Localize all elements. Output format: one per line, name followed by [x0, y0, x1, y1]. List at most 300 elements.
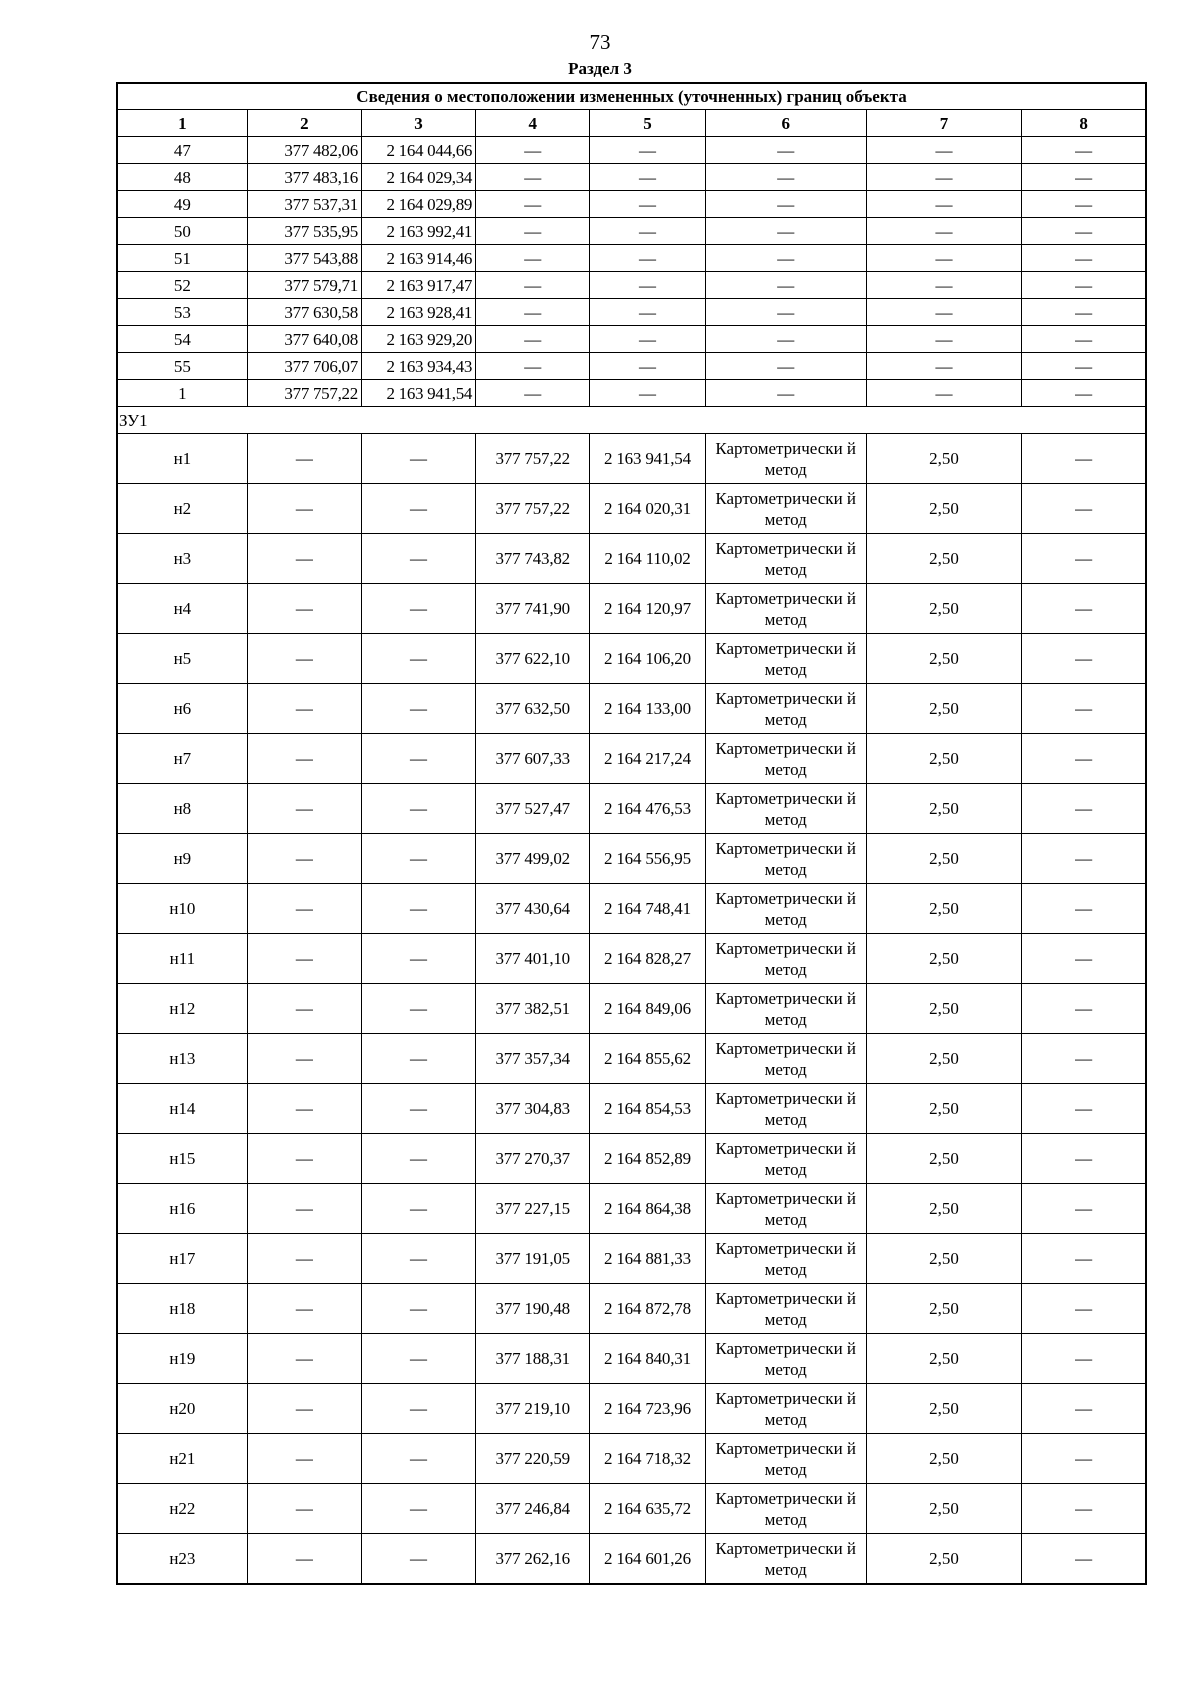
table-cell: 2,50 — [866, 1084, 1021, 1134]
table-cell: 2 164 106,20 — [590, 634, 705, 684]
table-cell: — — [361, 1084, 475, 1134]
table-cell: 377 607,33 — [476, 734, 590, 784]
method-cell: Картометрически й метод — [705, 1484, 866, 1534]
table-cell: — — [1022, 484, 1146, 534]
table-cell: 2,50 — [866, 734, 1021, 784]
table-cell: 2 164 718,32 — [590, 1434, 705, 1484]
table-cell: — — [1022, 1034, 1146, 1084]
table-caption: Сведения о местоположении измененных (уточненных) границ объекта — [117, 83, 1146, 110]
table-cell: — — [866, 137, 1021, 164]
table-cell: н14 — [117, 1084, 247, 1134]
method-cell: Картометрически й метод — [705, 1034, 866, 1084]
column-header-7: 7 — [866, 110, 1021, 137]
table-cell: 377 537,31 — [247, 191, 361, 218]
table-body — [117, 83, 1146, 1584]
table-cell: 2 164 217,24 — [590, 734, 705, 784]
table-cell: 377 191,05 — [476, 1234, 590, 1284]
table-cell: 2,50 — [866, 434, 1021, 484]
table-cell: — — [247, 434, 361, 484]
table-cell: — — [247, 984, 361, 1034]
table-cell: 2 164 029,34 — [361, 164, 475, 191]
table-cell: 377 757,22 — [247, 380, 361, 407]
table-cell: — — [1022, 218, 1146, 245]
table-cell: — — [590, 164, 705, 191]
method-cell: Картометрически й метод — [705, 434, 866, 484]
table-cell: 2 164 723,96 — [590, 1384, 705, 1434]
table-cell: — — [247, 1134, 361, 1184]
table-cell: — — [866, 191, 1021, 218]
table-cell: — — [1022, 434, 1146, 484]
table-cell: 49 — [117, 191, 247, 218]
table-cell: — — [705, 353, 866, 380]
table-cell: — — [361, 484, 475, 534]
table-cell: — — [1022, 1084, 1146, 1134]
table-cell: — — [866, 380, 1021, 407]
column-header-8: 8 — [1022, 110, 1146, 137]
method-cell: Картометрически й метод — [705, 1084, 866, 1134]
table-cell: 2,50 — [866, 634, 1021, 684]
table-cell: 2 164 601,26 — [590, 1534, 705, 1585]
column-header-4: 4 — [476, 110, 590, 137]
table-cell: 2 163 941,54 — [590, 434, 705, 484]
table-cell: — — [247, 1284, 361, 1334]
table-cell: — — [590, 218, 705, 245]
table-cell: 2 164 864,38 — [590, 1184, 705, 1234]
table-cell: — — [247, 784, 361, 834]
method-cell: Картометрически й метод — [705, 534, 866, 584]
boundary-coordinates-table — [116, 82, 1147, 1585]
table-cell: 377 743,82 — [476, 534, 590, 584]
table-cell: — — [476, 164, 590, 191]
table-cell: 2,50 — [866, 834, 1021, 884]
table-cell: 377 430,64 — [476, 884, 590, 934]
table-cell: — — [476, 299, 590, 326]
table-cell: — — [361, 784, 475, 834]
table-cell: 52 — [117, 272, 247, 299]
column-header-6: 6 — [705, 110, 866, 137]
table-cell: — — [247, 884, 361, 934]
table-cell: 377 401,10 — [476, 934, 590, 984]
table-cell: — — [247, 1384, 361, 1434]
method-cell: Картометрически й метод — [705, 1184, 866, 1234]
table-cell: н18 — [117, 1284, 247, 1334]
table-cell: — — [705, 218, 866, 245]
method-cell: Картометрически й метод — [705, 1384, 866, 1434]
table-cell: н3 — [117, 534, 247, 584]
table-cell: 51 — [117, 245, 247, 272]
method-cell: Картометрически й метод — [705, 1334, 866, 1384]
table-cell: — — [361, 1384, 475, 1434]
table-cell: 377 188,31 — [476, 1334, 590, 1384]
table-cell: — — [705, 191, 866, 218]
table-cell: 377 757,22 — [476, 434, 590, 484]
method-cell: Картометрически й метод — [705, 684, 866, 734]
table-cell: — — [1022, 834, 1146, 884]
table-cell: 2 164 849,06 — [590, 984, 705, 1034]
table-cell: — — [476, 380, 590, 407]
table-cell: 2,50 — [866, 484, 1021, 534]
column-header-3: 3 — [361, 110, 475, 137]
table-cell: 2,50 — [866, 1184, 1021, 1234]
table-cell: 55 — [117, 353, 247, 380]
table-cell: н23 — [117, 1534, 247, 1585]
table-cell: 377 630,58 — [247, 299, 361, 326]
table-cell: 377 535,95 — [247, 218, 361, 245]
table-cell: — — [1022, 137, 1146, 164]
table-cell: 2,50 — [866, 984, 1021, 1034]
table-row — [117, 1034, 1146, 1084]
table-cell: — — [1022, 191, 1146, 218]
table-cell: — — [705, 137, 866, 164]
table-cell: — — [866, 272, 1021, 299]
table-cell: — — [361, 984, 475, 1034]
table-cell: — — [1022, 984, 1146, 1034]
table-cell: — — [1022, 884, 1146, 934]
table-cell: — — [1022, 1184, 1146, 1234]
table-row — [117, 1334, 1146, 1384]
method-cell: Картометрически й метод — [705, 1284, 866, 1334]
table-cell: — — [361, 684, 475, 734]
table-cell: — — [247, 1534, 361, 1585]
table-cell: 2 163 928,41 — [361, 299, 475, 326]
table-cell: — — [1022, 1384, 1146, 1434]
table-cell: н1 — [117, 434, 247, 484]
table-cell: 2,50 — [866, 784, 1021, 834]
table-row — [117, 834, 1146, 884]
table-cell: 377 622,10 — [476, 634, 590, 684]
method-cell: Картометрически й метод — [705, 984, 866, 1034]
table-cell: — — [590, 137, 705, 164]
table-row — [117, 734, 1146, 784]
table-cell: — — [247, 1484, 361, 1534]
table-cell: н16 — [117, 1184, 247, 1234]
column-header-row — [117, 110, 1146, 137]
table-cell: 2 164 852,89 — [590, 1134, 705, 1184]
table-cell: 2 164 556,95 — [590, 834, 705, 884]
table-cell: — — [866, 353, 1021, 380]
table-cell: — — [361, 884, 475, 934]
table-cell: — — [1022, 734, 1146, 784]
table-cell: — — [590, 353, 705, 380]
table-cell: — — [590, 272, 705, 299]
table-cell: — — [590, 245, 705, 272]
table-cell: — — [1022, 534, 1146, 584]
table-cell: 377 543,88 — [247, 245, 361, 272]
table-cell: — — [361, 1134, 475, 1184]
method-cell: Картометрически й метод — [705, 1534, 866, 1585]
section-title: Раздел 3 — [568, 59, 632, 78]
table-row — [117, 272, 1146, 299]
table-cell: — — [361, 1434, 475, 1484]
table-cell: 2 163 992,41 — [361, 218, 475, 245]
table-row — [117, 218, 1146, 245]
table-cell: — — [1022, 1484, 1146, 1534]
table-cell: 2 163 934,43 — [361, 353, 475, 380]
table-cell: — — [247, 1084, 361, 1134]
table-cell: — — [247, 1334, 361, 1384]
table-cell: — — [705, 272, 866, 299]
table-cell: 377 483,16 — [247, 164, 361, 191]
table-cell: — — [361, 534, 475, 584]
table-cell: — — [476, 218, 590, 245]
table-cell: — — [247, 1434, 361, 1484]
table-cell: 377 640,08 — [247, 326, 361, 353]
table-row — [117, 137, 1146, 164]
table-cell: н4 — [117, 584, 247, 634]
table-cell: — — [1022, 326, 1146, 353]
table-cell: 377 270,37 — [476, 1134, 590, 1184]
table-cell: — — [1022, 245, 1146, 272]
table-cell: — — [1022, 784, 1146, 834]
table-cell: 54 — [117, 326, 247, 353]
table-cell: — — [361, 1484, 475, 1534]
table-cell: — — [1022, 299, 1146, 326]
table-cell: — — [866, 326, 1021, 353]
method-cell: Картометрически й метод — [705, 1134, 866, 1184]
table-cell: — — [361, 1184, 475, 1234]
table-cell: 377 220,59 — [476, 1434, 590, 1484]
table-cell: н10 — [117, 884, 247, 934]
table-cell: — — [247, 1234, 361, 1284]
column-header-5: 5 — [590, 110, 705, 137]
table-row — [117, 934, 1146, 984]
column-header-1: 1 — [117, 110, 247, 137]
table-cell: н5 — [117, 634, 247, 684]
table-row — [117, 634, 1146, 684]
table-cell: — — [1022, 634, 1146, 684]
table-cell: — — [247, 584, 361, 634]
table-cell: — — [361, 1534, 475, 1585]
method-cell: Картометрически й метод — [705, 1434, 866, 1484]
table-cell: 2 163 917,47 — [361, 272, 475, 299]
table-cell: — — [590, 326, 705, 353]
table-cell: 377 382,51 — [476, 984, 590, 1034]
table-cell: 2,50 — [866, 684, 1021, 734]
table-cell: 2 164 133,00 — [590, 684, 705, 734]
table-cell: 2 164 881,33 — [590, 1234, 705, 1284]
table-cell: н20 — [117, 1384, 247, 1434]
table-cell: н7 — [117, 734, 247, 784]
table-cell: 2,50 — [866, 1034, 1021, 1084]
table-cell: 377 757,22 — [476, 484, 590, 534]
table-cell: — — [476, 353, 590, 380]
table-row — [117, 1284, 1146, 1334]
table-cell: 2 164 854,53 — [590, 1084, 705, 1134]
table-cell: — — [247, 834, 361, 884]
table-row — [117, 784, 1146, 834]
table-cell: — — [476, 326, 590, 353]
table-cell: 2,50 — [866, 534, 1021, 584]
table-row — [117, 1234, 1146, 1284]
table-cell: — — [361, 584, 475, 634]
table-row — [117, 1384, 1146, 1434]
table-cell: — — [361, 1234, 475, 1284]
table-cell: 48 — [117, 164, 247, 191]
table-cell: 47 — [117, 137, 247, 164]
table-cell: — — [361, 1284, 475, 1334]
table-cell: 377 304,83 — [476, 1084, 590, 1134]
table-cell: — — [1022, 1234, 1146, 1284]
table-cell: 2 163 941,54 — [361, 380, 475, 407]
table-cell: 53 — [117, 299, 247, 326]
table-cell: н12 — [117, 984, 247, 1034]
table-cell: — — [361, 734, 475, 784]
table-row — [117, 245, 1146, 272]
method-cell: Картометрически й метод — [705, 484, 866, 534]
table-row — [117, 353, 1146, 380]
table-row — [117, 884, 1146, 934]
table-cell: — — [705, 245, 866, 272]
table-cell: — — [247, 934, 361, 984]
table-row — [117, 1184, 1146, 1234]
table-cell: 377 499,02 — [476, 834, 590, 884]
table-cell: — — [1022, 584, 1146, 634]
section-label: ЗУ1 — [117, 407, 1146, 434]
table-cell: 2,50 — [866, 1384, 1021, 1434]
table-cell: 2,50 — [866, 1284, 1021, 1334]
table-cell: — — [866, 218, 1021, 245]
table-cell: 2 164 828,27 — [590, 934, 705, 984]
table-row — [117, 326, 1146, 353]
table-cell: — — [476, 245, 590, 272]
table-cell: н11 — [117, 934, 247, 984]
table-cell: — — [590, 191, 705, 218]
table-cell: 2 164 855,62 — [590, 1034, 705, 1084]
table-cell: — — [476, 137, 590, 164]
table-cell: — — [1022, 1434, 1146, 1484]
table-cell: — — [705, 326, 866, 353]
table-row — [117, 1134, 1146, 1184]
table-cell: 2 163 929,20 — [361, 326, 475, 353]
table-cell: — — [476, 272, 590, 299]
column-header-2: 2 — [247, 110, 361, 137]
table-cell: 377 632,50 — [476, 684, 590, 734]
table-row — [117, 164, 1146, 191]
table-cell: 377 527,47 — [476, 784, 590, 834]
table-cell: н19 — [117, 1334, 247, 1384]
table-row — [117, 299, 1146, 326]
method-cell: Картометрически й метод — [705, 734, 866, 784]
table-cell: 377 262,16 — [476, 1534, 590, 1585]
table-cell: 2 164 020,31 — [590, 484, 705, 534]
table-cell: 1 — [117, 380, 247, 407]
table-cell: — — [1022, 684, 1146, 734]
table-row — [117, 434, 1146, 484]
table-cell: 377 227,15 — [476, 1184, 590, 1234]
table-cell: — — [361, 1334, 475, 1384]
table-cell: — — [247, 734, 361, 784]
table-cell: — — [866, 299, 1021, 326]
table-cell: — — [866, 164, 1021, 191]
table-cell: 377 190,48 — [476, 1284, 590, 1334]
table-row — [117, 984, 1146, 1034]
method-cell: Картометрически й метод — [705, 884, 866, 934]
table-cell: — — [361, 834, 475, 884]
table-cell: — — [361, 1034, 475, 1084]
table-cell: 2 164 635,72 — [590, 1484, 705, 1534]
method-cell: Картометрически й метод — [705, 584, 866, 634]
table-cell: н6 — [117, 684, 247, 734]
table-cell: — — [247, 534, 361, 584]
table-row — [117, 1534, 1146, 1585]
table-cell: 2,50 — [866, 1534, 1021, 1585]
table-cell: — — [247, 684, 361, 734]
table-cell: — — [247, 634, 361, 684]
table-cell: н17 — [117, 1234, 247, 1284]
table-cell: — — [590, 299, 705, 326]
table-cell: — — [1022, 353, 1146, 380]
table-row — [117, 484, 1146, 534]
table-cell: 377 357,34 — [476, 1034, 590, 1084]
table-cell: 377 219,10 — [476, 1384, 590, 1434]
table-cell: н8 — [117, 784, 247, 834]
table-cell: 2,50 — [866, 934, 1021, 984]
table-cell: 2,50 — [866, 884, 1021, 934]
table-cell: — — [361, 934, 475, 984]
table-cell: — — [1022, 1534, 1146, 1585]
table-cell: — — [705, 380, 866, 407]
table-cell: 377 246,84 — [476, 1484, 590, 1534]
table-cell: 2 164 029,89 — [361, 191, 475, 218]
table-cell: 2 163 914,46 — [361, 245, 475, 272]
table-cell: — — [705, 299, 866, 326]
table-cell: 2 164 044,66 — [361, 137, 475, 164]
page-number: 73 — [589, 30, 611, 54]
table-cell: 377 706,07 — [247, 353, 361, 380]
table-cell: — — [1022, 272, 1146, 299]
method-cell: Картометрически й метод — [705, 1234, 866, 1284]
table-cell: — — [247, 1034, 361, 1084]
table-cell: 2,50 — [866, 1134, 1021, 1184]
table-row — [117, 534, 1146, 584]
table-cell: — — [247, 484, 361, 534]
table-cell: 377 579,71 — [247, 272, 361, 299]
table-cell: 2,50 — [866, 1234, 1021, 1284]
table-cell: н21 — [117, 1434, 247, 1484]
table-cell: — — [1022, 1334, 1146, 1384]
table-cell: 2,50 — [866, 1484, 1021, 1534]
method-cell: Картометрически й метод — [705, 934, 866, 984]
table-cell: — — [590, 380, 705, 407]
table-cell: 2 164 840,31 — [590, 1334, 705, 1384]
table-cell: — — [1022, 1284, 1146, 1334]
table-row — [117, 191, 1146, 218]
table-row — [117, 1084, 1146, 1134]
table-cell: 2 164 872,78 — [590, 1284, 705, 1334]
method-cell: Картометрически й метод — [705, 834, 866, 884]
table-row — [117, 684, 1146, 734]
table-cell: н2 — [117, 484, 247, 534]
table-cell: — — [1022, 164, 1146, 191]
table-cell: н15 — [117, 1134, 247, 1184]
table-row — [117, 380, 1146, 407]
table-caption-row — [117, 83, 1146, 110]
table-cell: 2 164 110,02 — [590, 534, 705, 584]
table-cell: — — [476, 191, 590, 218]
table-cell: 2 164 120,97 — [590, 584, 705, 634]
table-cell: н9 — [117, 834, 247, 884]
method-cell: Картометрически й метод — [705, 784, 866, 834]
table-cell: — — [866, 245, 1021, 272]
table-cell: 2,50 — [866, 1434, 1021, 1484]
method-cell: Картометрически й метод — [705, 634, 866, 684]
table-cell: н22 — [117, 1484, 247, 1534]
table-cell: — — [705, 164, 866, 191]
table-cell: — — [1022, 934, 1146, 984]
table-row — [117, 1484, 1146, 1534]
table-cell: 377 741,90 — [476, 584, 590, 634]
table-cell: — — [1022, 380, 1146, 407]
